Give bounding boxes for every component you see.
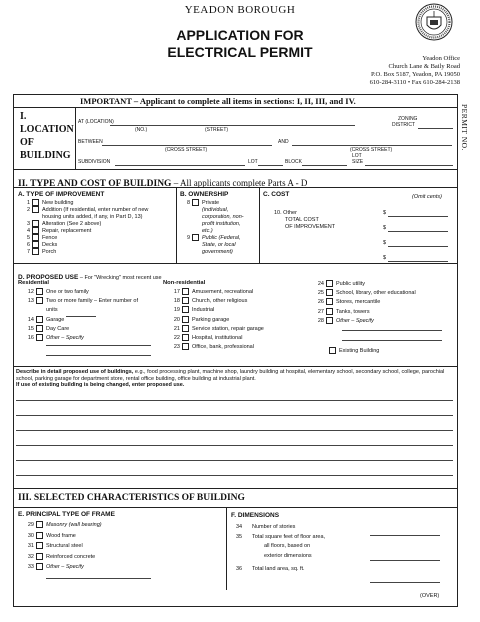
improvement-item-label: Fence bbox=[42, 234, 58, 241]
ownership-item bbox=[182, 248, 244, 255]
at-location-label: AT (LOCATION) bbox=[78, 119, 114, 125]
dimensions-list bbox=[236, 523, 325, 574]
frame-other-field[interactable] bbox=[46, 578, 151, 579]
frame-type-checkbox[interactable] bbox=[36, 532, 43, 539]
improvement-item-number: 2 bbox=[26, 206, 30, 213]
office-address bbox=[370, 55, 460, 87]
proposed-use-note: – For "Wrecking" most recent use bbox=[78, 275, 162, 281]
nonresidential-heading: Non-residential bbox=[163, 280, 206, 286]
improvement-item-number: 5 bbox=[26, 234, 30, 241]
ownership-item-label: Private bbox=[202, 199, 220, 206]
units-field[interactable] bbox=[66, 316, 96, 317]
describe-line-2[interactable] bbox=[16, 415, 453, 416]
improvement-item-number: 7 bbox=[26, 248, 30, 255]
cost-other-label: 10. Other bbox=[274, 210, 297, 216]
nonresidential-item-label: Hospital, institutional bbox=[192, 334, 243, 341]
frame-type-item-label: Wood frame bbox=[46, 532, 76, 539]
residential-item-number: 13 bbox=[27, 298, 34, 305]
proposed-use-title: D. PROPOSED USE bbox=[18, 274, 79, 281]
office-name: Yeadon Office bbox=[422, 55, 460, 62]
ownership-item-label: Public (Federal, bbox=[202, 234, 241, 241]
dimensions-heading: F. DIMENSIONS bbox=[231, 512, 280, 519]
residential-item[interactable] bbox=[22, 288, 138, 297]
subdivision-label: SUBDIVISION bbox=[78, 159, 111, 165]
office-street: Church Lane & Baily Road bbox=[388, 63, 460, 70]
nonresidential-item[interactable] bbox=[168, 334, 264, 343]
improvement-checkbox[interactable] bbox=[32, 220, 39, 227]
ownership-item bbox=[182, 206, 244, 213]
residential-checkbox[interactable] bbox=[36, 297, 43, 304]
frame-type-item-number: 29 bbox=[27, 522, 34, 528]
residential-item[interactable] bbox=[22, 325, 138, 334]
cost-dollar-3: $ bbox=[383, 240, 387, 246]
other-use-checkbox[interactable] bbox=[326, 317, 333, 324]
nonresidential-item-number: 20 bbox=[173, 316, 180, 323]
dimension-item-number: 36 bbox=[236, 565, 243, 572]
other-use-checkbox[interactable] bbox=[326, 289, 333, 296]
nonresidential-item-label: Amusement, recreational bbox=[192, 289, 254, 295]
between-label: BETWEEN bbox=[78, 139, 103, 145]
residential-item-label: Other – Specify bbox=[46, 334, 84, 341]
frame-type-item-label: Reinforced concrete bbox=[46, 553, 96, 560]
ownership-item-label: etc.) bbox=[202, 227, 213, 234]
type-of-improvement-heading: A. TYPE OF IMPROVEMENT bbox=[18, 191, 105, 198]
improvement-checkbox[interactable] bbox=[32, 241, 39, 248]
ownership-checkbox[interactable] bbox=[192, 199, 199, 206]
divider bbox=[13, 187, 457, 188]
ownership-item[interactable] bbox=[182, 234, 244, 241]
frame-type-item[interactable] bbox=[22, 562, 102, 573]
improvement-checkbox[interactable] bbox=[32, 199, 39, 206]
improvement-checkbox[interactable] bbox=[32, 227, 39, 234]
total-cost-label bbox=[285, 217, 335, 231]
residential-checkbox[interactable] bbox=[36, 334, 43, 341]
frame-type-item[interactable] bbox=[22, 520, 102, 531]
type-of-improvement-list bbox=[22, 199, 148, 255]
residential-checkbox[interactable] bbox=[36, 288, 43, 295]
other-use-item[interactable] bbox=[312, 289, 416, 298]
divider bbox=[13, 169, 457, 170]
improvement-item[interactable] bbox=[22, 241, 148, 248]
nonresidential-list bbox=[168, 288, 264, 352]
block-field[interactable] bbox=[302, 165, 347, 166]
improvement-item-number: 1 bbox=[26, 199, 30, 206]
nonresidential-item-label: Industrial bbox=[192, 307, 215, 314]
other-use-checkbox[interactable] bbox=[326, 280, 333, 287]
frame-type-list bbox=[22, 520, 102, 573]
other-use-item-label: Public utility bbox=[336, 281, 366, 287]
dimension-item bbox=[236, 542, 325, 552]
nonresidential-item-number: 17 bbox=[173, 289, 180, 295]
and-field[interactable] bbox=[292, 145, 452, 146]
divider bbox=[75, 107, 76, 169]
street-label: (STREET) bbox=[205, 127, 229, 133]
section3-title: III. SELECTED CHARACTERISTICS OF BUILDING bbox=[18, 493, 245, 503]
cost-dollar-4: $ bbox=[383, 255, 387, 261]
lot-size-field[interactable] bbox=[365, 165, 453, 166]
ownership-item-label: government) bbox=[202, 248, 233, 255]
ownership-checkbox[interactable] bbox=[192, 234, 199, 241]
residential-item[interactable] bbox=[22, 334, 138, 343]
zoning-district-field[interactable] bbox=[418, 128, 453, 129]
nonresidential-item[interactable] bbox=[168, 325, 264, 334]
divider bbox=[13, 366, 457, 367]
nonresidential-checkbox[interactable] bbox=[182, 316, 189, 323]
improvement-item-label: Addition (If residential, enter number of new bbox=[42, 206, 149, 213]
nonresidential-checkbox[interactable] bbox=[182, 343, 189, 350]
block-label: BLOCK bbox=[285, 159, 302, 165]
cost-heading: C. COST bbox=[263, 191, 290, 198]
improvement-checkbox[interactable] bbox=[32, 234, 39, 241]
residential-item-label: Garage bbox=[46, 316, 65, 323]
other-use-item[interactable] bbox=[312, 280, 416, 289]
residential-heading: Residential bbox=[18, 280, 49, 286]
improvement-checkbox[interactable] bbox=[32, 206, 39, 213]
residential-item-number: 14 bbox=[27, 316, 34, 323]
residential-item-label: Two or more family – Enter number of bbox=[46, 298, 139, 305]
improvement-item[interactable] bbox=[22, 220, 148, 227]
residential-other-field-1[interactable] bbox=[46, 345, 151, 346]
nonresidential-item-number: 21 bbox=[173, 325, 180, 332]
ownership-item bbox=[182, 220, 244, 227]
describe-line-6[interactable] bbox=[16, 475, 453, 476]
residential-item[interactable] bbox=[22, 297, 138, 306]
ownership-item-label: (individual, bbox=[202, 206, 229, 213]
other-use-item-label: School, library, other educational bbox=[336, 290, 416, 297]
cost-field-3[interactable] bbox=[388, 246, 448, 247]
dimension-item bbox=[236, 533, 325, 543]
lot-size-label1: LOT bbox=[352, 153, 362, 159]
improvement-item[interactable] bbox=[22, 199, 148, 206]
ownership-item bbox=[182, 227, 244, 234]
residential-item-label: One or two family bbox=[46, 289, 89, 295]
other-use-item-label: Other – Specify bbox=[336, 317, 374, 324]
divider bbox=[176, 187, 177, 263]
residential-item bbox=[22, 306, 138, 315]
stories-field[interactable] bbox=[370, 535, 440, 536]
frame-type-item[interactable] bbox=[22, 541, 102, 552]
divider bbox=[259, 187, 260, 263]
residential-item-label: units bbox=[46, 307, 58, 314]
other-use-item-number: 27 bbox=[317, 308, 324, 315]
describe-line-4[interactable] bbox=[16, 445, 453, 446]
form-title-line2: ELECTRICAL PERMIT bbox=[167, 44, 313, 60]
frame-type-heading: E. PRINCIPAL TYPE OF FRAME bbox=[18, 511, 115, 518]
describe-line-5[interactable] bbox=[16, 460, 453, 461]
improvement-item-number: 4 bbox=[26, 227, 30, 234]
cost-field-2[interactable] bbox=[388, 231, 448, 232]
at-location-field[interactable] bbox=[110, 125, 355, 126]
nonresidential-item-number: 22 bbox=[173, 334, 180, 341]
nonresidential-item[interactable] bbox=[168, 316, 264, 325]
lot-size-label2: SIZE bbox=[352, 159, 364, 165]
other-use-list bbox=[312, 280, 416, 326]
cost-field-4[interactable] bbox=[388, 261, 448, 262]
dimension-item-label: all floors, based on bbox=[264, 543, 311, 549]
permit-number-label: PERMIT NO. bbox=[460, 104, 469, 151]
other-use-item[interactable] bbox=[312, 308, 416, 317]
dimension-item-number: 35 bbox=[236, 533, 243, 540]
nonresidential-item-number: 18 bbox=[173, 298, 180, 305]
other-use-item-number: 25 bbox=[317, 290, 324, 297]
improvement-checkbox[interactable] bbox=[32, 248, 39, 255]
ownership-heading: B. OWNERSHIP bbox=[180, 191, 229, 198]
nonresidential-checkbox[interactable] bbox=[182, 288, 189, 295]
other-use-item-number: 26 bbox=[317, 299, 324, 306]
improvement-item-number: 6 bbox=[26, 241, 30, 248]
section2-subtitle: – All applicants complete Parts A - D bbox=[171, 178, 308, 188]
total-cost-line1: TOTAL COST bbox=[285, 217, 319, 223]
other-use-checkbox[interactable] bbox=[326, 298, 333, 305]
cost-dollar-1: $ bbox=[383, 210, 387, 216]
other-use-item-number: 28 bbox=[317, 317, 324, 324]
nonresidential-checkbox[interactable] bbox=[182, 297, 189, 304]
improvement-item-label: Alteration (See 2 above) bbox=[42, 220, 102, 227]
cross-street2-label: (CROSS STREET) bbox=[350, 147, 393, 153]
improvement-item-label: New building bbox=[42, 199, 74, 206]
ownership-item bbox=[182, 241, 244, 248]
divider bbox=[13, 263, 457, 264]
describe-line-3[interactable] bbox=[16, 430, 453, 431]
cost-field-1[interactable] bbox=[388, 216, 448, 217]
improvement-item[interactable] bbox=[22, 234, 148, 241]
section1-number: I. bbox=[20, 111, 27, 122]
nonresidential-checkbox[interactable] bbox=[182, 325, 189, 332]
ownership-item-label: State, or local bbox=[202, 241, 236, 248]
improvement-item-number: 3 bbox=[26, 220, 30, 227]
other-specify-field-1[interactable] bbox=[342, 330, 442, 331]
ownership-item-label: corporation, non- bbox=[202, 213, 244, 220]
residential-checkbox[interactable] bbox=[36, 316, 43, 323]
cross-street1-label: (CROSS STREET) bbox=[165, 147, 208, 153]
district-label: DISTRICT bbox=[392, 122, 416, 128]
form-title-line1: APPLICATION FOR bbox=[176, 27, 304, 43]
describe-use-instructions bbox=[16, 369, 454, 389]
and-label: AND bbox=[278, 139, 289, 145]
between-field[interactable] bbox=[102, 145, 272, 146]
describe-line-1[interactable] bbox=[16, 400, 453, 401]
ownership-item-label: profit institution, bbox=[202, 220, 241, 227]
ownership-item[interactable] bbox=[182, 199, 244, 206]
frame-type-checkbox[interactable] bbox=[36, 521, 43, 528]
dimension-item bbox=[236, 523, 325, 533]
frame-type-item-number: 33 bbox=[27, 564, 34, 570]
other-use-item-number: 24 bbox=[317, 281, 324, 287]
dimension-item-label: Total land area, sq. ft. bbox=[252, 565, 305, 572]
section2-heading bbox=[18, 173, 307, 191]
ownership-item-number: 9 bbox=[186, 234, 190, 241]
improvement-item-label: housing units added, if any, in Part D, 13) bbox=[42, 213, 143, 220]
describe-use-bold: Describe in detail proposed use of buildings, bbox=[16, 369, 134, 375]
frame-type-item-number: 31 bbox=[27, 543, 34, 549]
divider bbox=[13, 507, 457, 508]
lot-field[interactable] bbox=[258, 165, 283, 166]
dimension-item-label: exterior dimensions bbox=[264, 552, 312, 559]
nonresidential-checkbox[interactable] bbox=[182, 306, 189, 313]
nonresidential-item-label: Office, bank, professional bbox=[192, 344, 254, 351]
borough-seal bbox=[415, 3, 453, 41]
residential-other-field-2[interactable] bbox=[46, 355, 151, 356]
improvement-item[interactable] bbox=[22, 248, 148, 255]
section2-title: II. TYPE AND COST OF BUILDING bbox=[18, 179, 172, 189]
section1-title2: OF bbox=[20, 137, 34, 148]
dimension-item-number: 34 bbox=[236, 524, 243, 530]
frame-type-item-number: 30 bbox=[27, 532, 34, 539]
dimension-item-label: Total square feet of floor area, bbox=[252, 533, 326, 540]
improvement-item-label: Porch bbox=[42, 248, 57, 255]
omit-cents-note: (Omit cents) bbox=[412, 194, 442, 200]
improvement-item-label: Repair, replacement bbox=[42, 227, 92, 234]
frame-type-item-number: 32 bbox=[27, 553, 34, 560]
over-note: (OVER) bbox=[420, 593, 440, 599]
land-area-field[interactable] bbox=[370, 582, 440, 583]
residential-item-label: Day Care bbox=[46, 325, 70, 332]
nonresidential-item-number: 19 bbox=[173, 307, 180, 314]
ownership-item bbox=[182, 213, 244, 220]
section1-title1: LOCATION bbox=[20, 124, 74, 135]
nonresidential-item[interactable] bbox=[168, 343, 264, 352]
no-label: (NO.) bbox=[135, 127, 148, 133]
ownership-list bbox=[182, 199, 244, 255]
frame-type-item-label: Other – Specify bbox=[46, 564, 84, 570]
office-pobox: P.O. Box 5187, Yeadon, PA 19050 bbox=[371, 71, 460, 78]
other-use-item-label: Stores, mercantile bbox=[336, 299, 381, 306]
dimension-item bbox=[236, 552, 325, 565]
nonresidential-item[interactable] bbox=[168, 288, 264, 297]
divider bbox=[226, 507, 227, 590]
residential-item-number: 15 bbox=[27, 325, 34, 332]
improvement-item[interactable] bbox=[22, 206, 148, 213]
frame-type-item[interactable] bbox=[22, 531, 102, 542]
total-cost-line2: OF IMPROVEMENT bbox=[285, 224, 336, 230]
frame-type-item-label: Masonry (wall bearing) bbox=[46, 522, 102, 528]
existing-building-label: Existing Building bbox=[339, 347, 380, 354]
other-use-item-label: Tanks, towers bbox=[336, 308, 370, 315]
floor-area-field[interactable] bbox=[370, 560, 440, 561]
nonresidential-item-label: Service station, repair garage bbox=[192, 325, 264, 332]
existing-building-option[interactable] bbox=[327, 347, 379, 355]
section1-title3: BUILDING bbox=[20, 150, 71, 161]
nonresidential-item-number: 23 bbox=[173, 344, 180, 351]
improvement-item bbox=[22, 213, 148, 220]
divider bbox=[13, 107, 457, 108]
other-use-item[interactable] bbox=[312, 317, 416, 326]
other-use-checkbox[interactable] bbox=[326, 308, 333, 315]
subdivision-field[interactable] bbox=[115, 165, 245, 166]
divider bbox=[13, 488, 457, 489]
frame-type-item-label: Structural steel bbox=[46, 543, 83, 549]
section1-heading bbox=[20, 110, 74, 162]
frame-type-checkbox[interactable] bbox=[36, 563, 43, 570]
nonresidential-item[interactable] bbox=[168, 297, 264, 306]
frame-type-item[interactable] bbox=[22, 552, 102, 563]
other-use-item[interactable] bbox=[312, 298, 416, 307]
cost-dollar-2: $ bbox=[383, 225, 387, 231]
nonresidential-item-label: Church, other religious bbox=[192, 298, 248, 305]
residential-item-number: 16 bbox=[27, 334, 34, 341]
improvement-item-label: Decks bbox=[42, 241, 58, 248]
nonresidential-item[interactable] bbox=[168, 306, 264, 315]
ownership-item-number: 8 bbox=[186, 199, 190, 206]
office-phone: 610-284-3110 • Fax 610-284-2138 bbox=[369, 79, 460, 86]
borough-name: YEADON BOROUGH bbox=[184, 4, 296, 16]
existing-building-checkbox[interactable] bbox=[329, 347, 336, 354]
nonresidential-checkbox[interactable] bbox=[182, 334, 189, 341]
nonresidential-item-label: Parking garage bbox=[192, 316, 230, 323]
residential-checkbox[interactable] bbox=[36, 325, 43, 332]
frame-type-checkbox[interactable] bbox=[36, 542, 43, 549]
describe-use-line2: If use of existing building is being changed, enter proposed use. bbox=[16, 382, 185, 388]
frame-type-checkbox[interactable] bbox=[36, 553, 43, 560]
important-notice: IMPORTANT – Applicant to complete all items in sections: I, II, III, and IV. bbox=[80, 96, 356, 106]
describe-use-text: e.g., food processing plant, machine shop, laundry building at hospital, elementary school, secondary school, college, parochial school, parking garage for department store, rental office building, office building at industrial plant. bbox=[16, 369, 445, 382]
lot-size-label bbox=[352, 153, 363, 165]
dimension-item-label: Number of stories bbox=[252, 524, 296, 530]
lot-label: LOT bbox=[248, 159, 258, 165]
residential-item-number: 12 bbox=[27, 289, 34, 295]
zoning-label: ZONING bbox=[398, 116, 418, 122]
dimension-item bbox=[236, 565, 325, 575]
other-specify-field-2[interactable] bbox=[342, 340, 442, 341]
improvement-item[interactable] bbox=[22, 227, 148, 234]
